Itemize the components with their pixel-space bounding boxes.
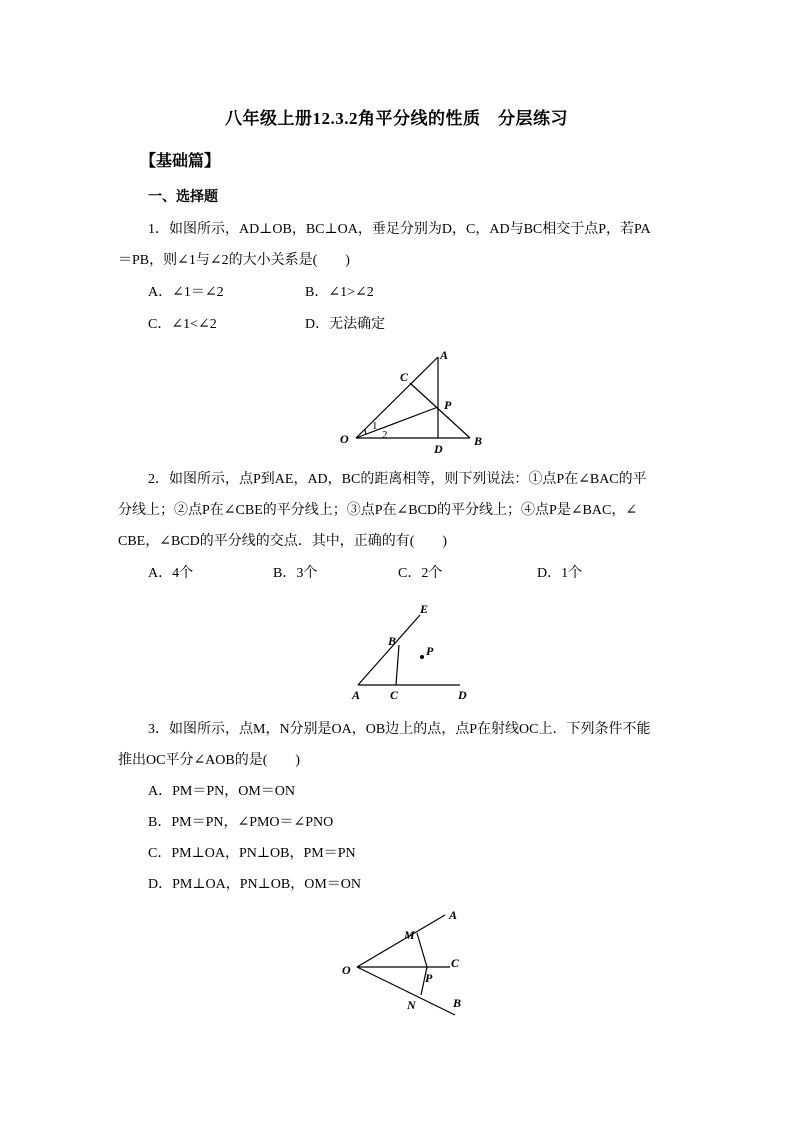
q3-label-a: A xyxy=(449,908,458,922)
q2-figure xyxy=(340,595,480,705)
q2-label-a: A xyxy=(352,688,361,702)
q1-figure xyxy=(330,345,500,460)
q2-ray-ae xyxy=(358,615,420,685)
q2-label-e: E xyxy=(420,602,429,616)
subsection-heading: 一、选择题 xyxy=(148,190,218,205)
q1-angle-arc xyxy=(365,429,366,434)
q2-point-p xyxy=(420,655,424,659)
q1-segment-op xyxy=(356,407,438,438)
q3-option-b: B．PM＝PN，∠PMO＝∠PNO xyxy=(148,815,334,830)
section-heading: 【基础篇】 xyxy=(140,153,221,170)
q3-stem-line1: 3．如图所示，点M，N分别是OA，OB边上的点，点P在射线OC上．下列条件不能 xyxy=(148,722,651,737)
q3-ray-oa xyxy=(357,915,445,967)
q2-stem-line2: 分线上；②点P在∠CBE的平分线上；③点P在∠BCD的平分线上；④点P是∠BAC，∠ xyxy=(118,503,638,518)
q1-label-o: O xyxy=(340,432,349,446)
q2-option-d: D．1个 xyxy=(537,566,583,581)
q3-label-c: C xyxy=(451,956,460,970)
q3-option-a: A．PM＝PN，OM＝ON xyxy=(148,784,296,799)
q1-label-c: C xyxy=(400,370,409,384)
q3-option-d: D．PM⊥OA，PN⊥OB，OM＝ON xyxy=(148,877,362,892)
q3-ray-ob xyxy=(357,967,455,1015)
q3-stem-line2: 推出OC平分∠AOB的是( ) xyxy=(118,753,301,768)
page-title: 八年级上册12.3.2角平分线的性质 分层练习 xyxy=(225,109,568,128)
q1-option-d: D．无法确定 xyxy=(305,317,386,332)
q2-label-b: B xyxy=(388,634,397,648)
q3-option-c: C．PM⊥OA，PN⊥OB，PM＝PN xyxy=(148,846,356,861)
q2-label-p: P xyxy=(426,644,434,658)
q2-segment-bc xyxy=(396,645,399,685)
q1-stem-line1: 1．如图所示，AD⊥OB，BC⊥OA，垂足分别为D，C，AD与BC相交于点P，若PA xyxy=(148,222,651,237)
q1-label-angle2: 2 xyxy=(382,429,388,441)
q2-option-a: A．4个 xyxy=(148,566,194,581)
q1-segment-bc xyxy=(410,383,470,438)
q2-option-c: C．2个 xyxy=(398,566,443,581)
q3-segment-mp xyxy=(417,933,427,967)
q2-option-b: B．3个 xyxy=(273,566,318,581)
q1-option-a: A．∠1＝∠2 xyxy=(148,285,224,300)
q3-label-p: P xyxy=(425,971,433,985)
q1-option-b: B．∠1>∠2 xyxy=(305,285,374,300)
q2-stem-line1: 2．如图所示，点P到AE，AD，BC的距离相等，则下列说法：①点P在∠BAC的平 xyxy=(148,472,647,487)
q1-stem-line2: ＝PB，则∠1与∠2的大小关系是( ) xyxy=(118,253,350,268)
q1-label-b: B xyxy=(474,434,483,448)
q3-label-m: M xyxy=(404,928,415,942)
q3-figure xyxy=(335,903,475,1018)
q1-label-angle1: 1 xyxy=(372,420,378,432)
q1-label-d: D xyxy=(434,442,443,456)
q2-stem-line3: CBE，∠BCD的平分线的交点．其中，正确的有( ) xyxy=(118,534,448,549)
q2-label-d: D xyxy=(458,688,467,702)
q1-option-c: C．∠1<∠2 xyxy=(148,317,217,332)
q3-label-o: O xyxy=(342,963,351,977)
q3-label-n: N xyxy=(407,998,416,1012)
q1-label-p: P xyxy=(444,398,452,412)
q1-label-a: A xyxy=(440,348,449,362)
q3-label-b: B xyxy=(453,996,462,1010)
q2-label-c: C xyxy=(390,688,399,702)
